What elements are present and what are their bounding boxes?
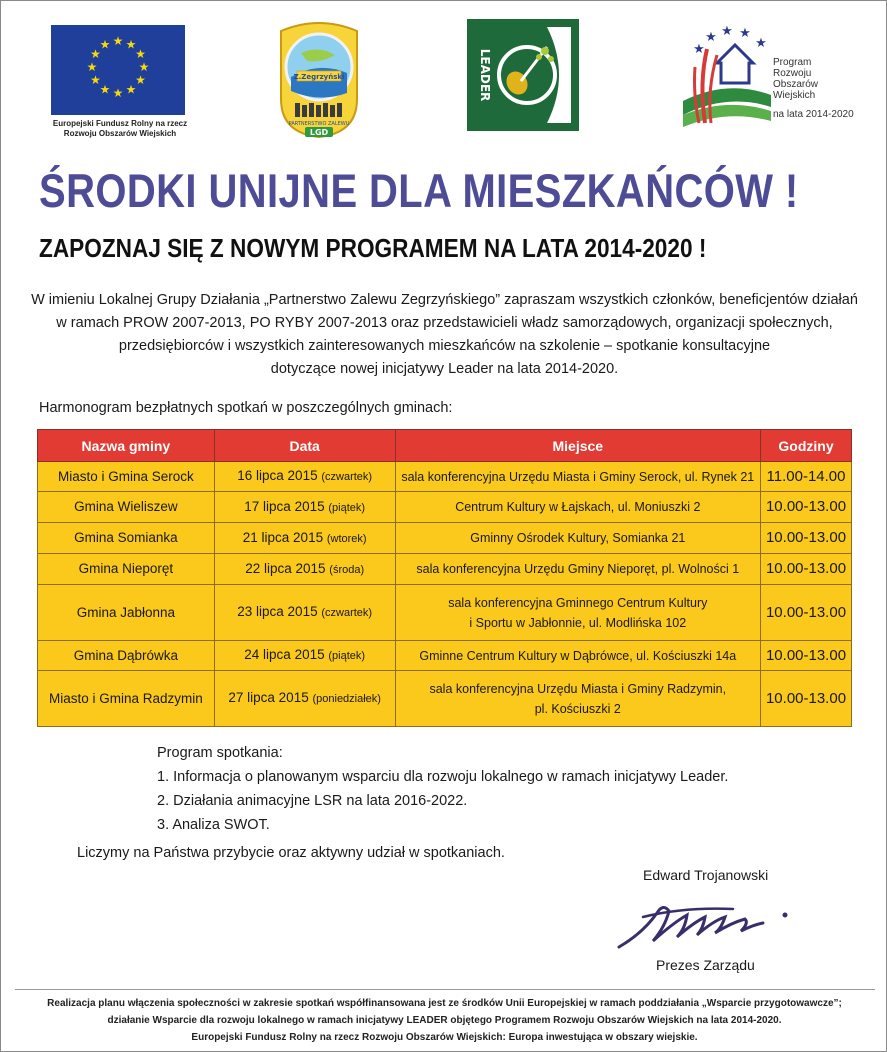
poster-subtitle: ZAPOZNAJ SIĘ Z NOWYM PROGRAMEM NA LATA 2014-2020 ! bbox=[39, 233, 707, 263]
header-place: Miejsce bbox=[395, 430, 760, 462]
schedule-intro: Harmonogram bezpłatnych spotkań w poszczególnych gminach: bbox=[39, 400, 453, 416]
cell-date bbox=[214, 492, 395, 523]
footer-line: Realizacja planu włączenia społeczności w zakresie spotkań współfinansowana jest ze środków Unii Europejskiej w ramach poddziałania „Wsparcie przygotowawcze”; bbox=[47, 998, 842, 1009]
date-text: 21 lipca 2015 bbox=[242, 529, 324, 545]
svg-text:★: ★ bbox=[125, 37, 137, 52]
cell-date bbox=[214, 462, 395, 492]
svg-text:★: ★ bbox=[90, 73, 101, 87]
weekday-text: (czwartek) bbox=[321, 471, 373, 483]
cell-hours: 10.00-13.00 bbox=[761, 523, 852, 554]
prow-line: Wiejskich bbox=[773, 90, 816, 101]
header-date: Data bbox=[214, 430, 395, 462]
meeting-program bbox=[157, 741, 728, 837]
weekday-text: (poniedziałek) bbox=[312, 693, 381, 705]
weekday-text: (wtorek) bbox=[326, 532, 367, 545]
cell-gmina: Gmina Nieporęt bbox=[38, 554, 215, 585]
cell-place bbox=[395, 585, 760, 641]
svg-text:★: ★ bbox=[90, 47, 101, 61]
program-item: 3. Analiza SWOT. bbox=[157, 817, 270, 833]
cell-hours: 10.00-13.00 bbox=[761, 641, 852, 671]
intro-line: W imieniu Lokalnej Grupy Działania „Partnerstwo Zalewu Zegrzyńskiego” zapraszam wszystkich członków, beneficjentów działań bbox=[31, 292, 858, 308]
cell-hours: 11.00-14.00 bbox=[761, 462, 852, 492]
svg-text:★: ★ bbox=[135, 73, 146, 87]
table-row bbox=[38, 641, 852, 671]
cell-gmina: Gmina Somianka bbox=[38, 523, 215, 554]
date-text: 24 lipca 2015 bbox=[244, 647, 325, 662]
cell-date bbox=[214, 523, 395, 554]
invitation-text: Liczymy na Państwa przybycie oraz aktywny udział w spotkaniach. bbox=[77, 845, 505, 861]
eu-caption-line: Rozwoju Obszarów Wiejskich bbox=[63, 129, 177, 138]
eu-caption-line: Europejski Fundusz Rolny na rzecz bbox=[52, 119, 188, 128]
lgd-logo bbox=[271, 21, 367, 139]
cell-gmina: Miasto i Gmina Serock bbox=[38, 462, 215, 492]
svg-text:★: ★ bbox=[755, 36, 767, 51]
date-text: 23 lipca 2015 bbox=[237, 604, 318, 619]
date-text: 27 lipca 2015 bbox=[228, 690, 309, 705]
svg-text:★: ★ bbox=[705, 30, 717, 45]
place-line: Gminny Ośrodek Kultury, Somianka 21 bbox=[470, 531, 686, 545]
table-row bbox=[38, 462, 852, 492]
cell-date bbox=[214, 641, 395, 671]
place-line: sala konferencyjna Urzędu Miasta i Gminy Serock, ul. Rynek 21 bbox=[401, 469, 755, 484]
eu-fund-caption bbox=[45, 119, 195, 139]
cell-hours: 10.00-13.00 bbox=[761, 671, 852, 727]
eu-flag-logo bbox=[51, 25, 185, 115]
cell-place bbox=[395, 462, 760, 492]
place-line: sala konferencyjna Urzędu Gminy Nieporęt, pl. Wolności 1 bbox=[416, 562, 740, 576]
handwritten-signature bbox=[613, 893, 803, 953]
date-text: 17 lipca 2015 bbox=[244, 498, 325, 514]
lgd-ring-label: PARTNERSTWO ZALEWU bbox=[288, 121, 350, 127]
cell-gmina: Gmina Jabłonna bbox=[38, 585, 215, 641]
prow-line: Program bbox=[773, 57, 812, 68]
program-item: 2. Działania animacyjne LSR na lata 2016-2022. bbox=[157, 793, 468, 809]
prow-line: Rozwoju bbox=[773, 68, 812, 79]
svg-text:★: ★ bbox=[138, 60, 150, 74]
place-line: Gminne Centrum Kultury w Dąbrówce, ul. Kościuszki 14a bbox=[419, 648, 737, 663]
svg-text:★: ★ bbox=[99, 37, 111, 52]
cell-gmina: Gmina Dąbrówka bbox=[38, 641, 215, 671]
eu-stars-icon bbox=[51, 25, 185, 115]
lgd-name-label: Z.Zegrzyński bbox=[293, 73, 345, 81]
weekday-text: (czwartek) bbox=[321, 607, 373, 619]
poster-title: ŚRODKI UNIJNE DLA MIESZKAŃCÓW ! bbox=[39, 164, 799, 217]
program-item: 1. Informacja o planowanym wsparciu dla rozwoju lokalnego w ramach inicjatywy Leader. bbox=[157, 769, 729, 785]
prow-years-label: na lata 2014-2020 bbox=[773, 109, 854, 120]
signer-name: Edward Trojanowski bbox=[643, 867, 769, 883]
cell-gmina: Miasto i Gmina Radzymin bbox=[38, 671, 215, 727]
place-line: sala konferencyjna Gminnego Centrum Kultury bbox=[448, 595, 708, 610]
weekday-text: (piątek) bbox=[328, 501, 366, 514]
leader-wordmark: LEADER bbox=[478, 48, 492, 102]
logo-bar bbox=[1, 19, 887, 149]
leader-logo bbox=[467, 19, 579, 131]
lgd-badge-label: LGD bbox=[309, 128, 329, 137]
cell-place bbox=[395, 492, 760, 523]
place-line: i Sportu w Jabłonnie, ul. Modlińska 102 bbox=[469, 615, 687, 630]
intro-line: w ramach PROW 2007-2013, PO RYBY 2007-2013 oraz przedstawicieli władz samorządowych, organizacji społecznych, bbox=[56, 315, 833, 331]
svg-text:★: ★ bbox=[86, 60, 98, 74]
table-row bbox=[38, 492, 852, 523]
table-row bbox=[38, 523, 852, 554]
signer-role: Prezes Zarządu bbox=[656, 957, 755, 973]
table-row bbox=[38, 554, 852, 585]
intro-line: przedsiębiorców i wszystkich zainteresowanych mieszkańców na szkolenie – spotkanie konsultacyjne bbox=[118, 338, 771, 354]
place-line: Centrum Kultury w Łajskach, ul. Moniuszki 2 bbox=[455, 500, 701, 514]
cell-gmina: Gmina Wieliszew bbox=[38, 492, 215, 523]
prow-line: Obszarów bbox=[773, 79, 819, 90]
svg-text:★: ★ bbox=[99, 82, 111, 97]
svg-text:★: ★ bbox=[135, 47, 146, 61]
weekday-text: (środa) bbox=[329, 563, 365, 576]
cell-hours: 10.00-13.00 bbox=[761, 585, 852, 641]
cell-date bbox=[214, 554, 395, 585]
cell-place bbox=[395, 554, 760, 585]
svg-text:★: ★ bbox=[693, 42, 705, 57]
funding-footer bbox=[11, 995, 878, 1046]
cell-place bbox=[395, 671, 760, 727]
cell-date bbox=[214, 671, 395, 727]
schedule-table bbox=[37, 429, 852, 727]
header-gmina: Nazwa gminy bbox=[38, 430, 215, 462]
cell-date bbox=[214, 585, 395, 641]
weekday-text: (piątek) bbox=[328, 650, 366, 662]
cell-place bbox=[395, 523, 760, 554]
date-text: 22 lipca 2015 bbox=[245, 560, 326, 576]
table-row bbox=[38, 671, 852, 727]
table-row bbox=[38, 585, 852, 641]
cell-place bbox=[395, 641, 760, 671]
cell-hours: 10.00-13.00 bbox=[761, 492, 852, 523]
date-text: 16 lipca 2015 bbox=[237, 468, 318, 483]
prow-logo bbox=[677, 23, 787, 133]
cell-hours: 10.00-13.00 bbox=[761, 554, 852, 585]
footer-line: działanie Wsparcie dla rozwoju lokalnego w ramach inicjatywy LEADER objętego Programem Rozwoju Obszarów Wiejskich na lata 2014-2020. bbox=[107, 1015, 782, 1026]
place-line: sala konferencyjna Urzędu Miasta i Gminy Radzymin, bbox=[429, 681, 727, 696]
svg-text:★: ★ bbox=[112, 86, 124, 100]
svg-text:★: ★ bbox=[125, 82, 137, 97]
place-line: pl. Kościuszki 2 bbox=[534, 701, 621, 716]
header-hours: Godziny bbox=[761, 430, 852, 462]
svg-text:★: ★ bbox=[739, 26, 751, 41]
intro-paragraph bbox=[21, 289, 868, 381]
table-header-row bbox=[38, 430, 852, 462]
intro-line: dotyczące nowej inicjatywy Leader na lata 2014-2020. bbox=[270, 361, 619, 377]
footer-line: Europejski Fundusz Rolny na rzecz Rozwoju Obszarów Wiejskich: Europa inwestująca w obszary wiejskie. bbox=[191, 1032, 698, 1043]
svg-text:★: ★ bbox=[721, 24, 733, 39]
program-heading: Program spotkania: bbox=[157, 745, 283, 761]
footer-divider bbox=[15, 989, 875, 990]
prow-wordmark bbox=[773, 57, 818, 101]
svg-text:★: ★ bbox=[112, 34, 124, 48]
